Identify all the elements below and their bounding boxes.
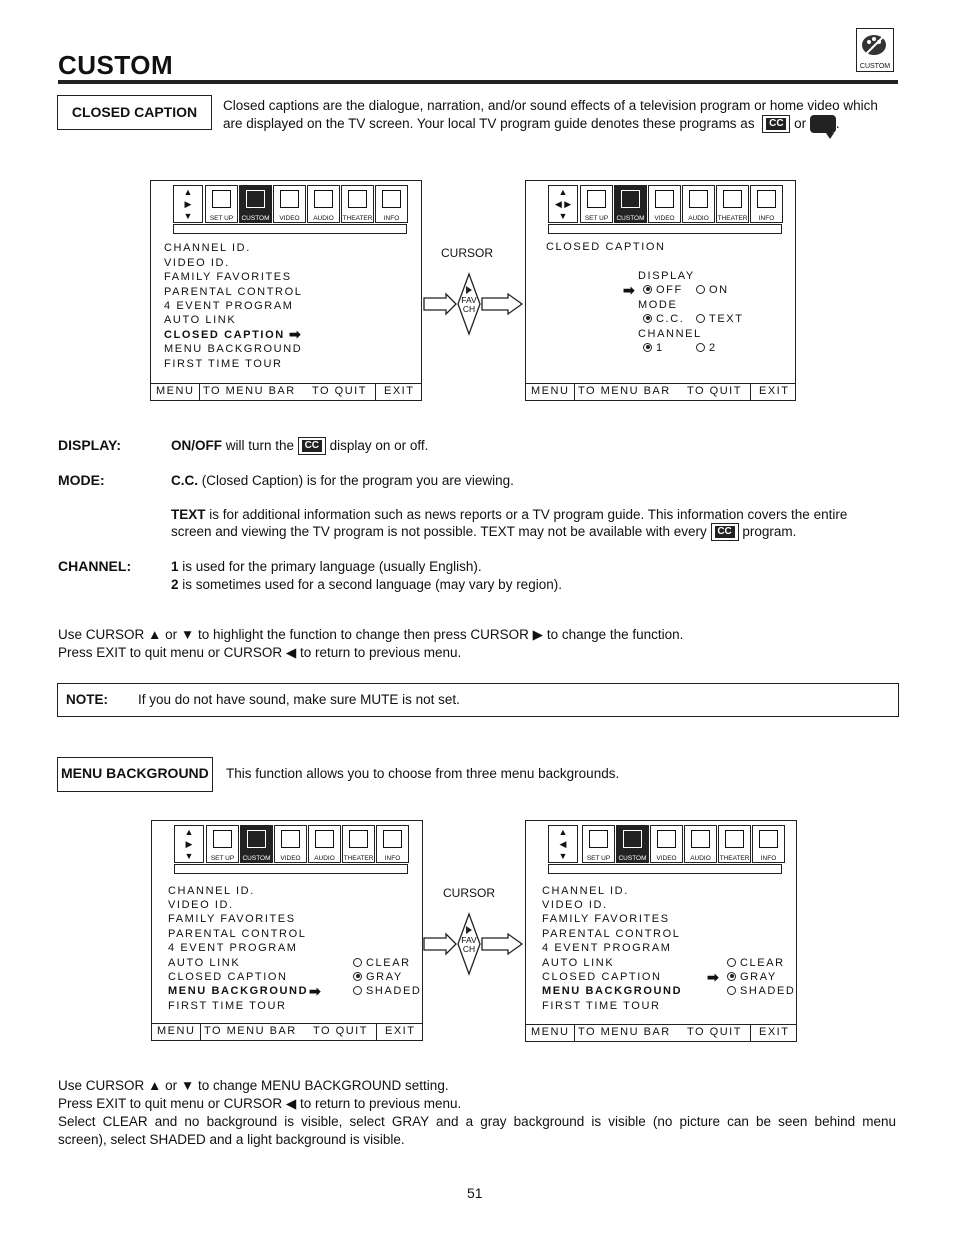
instructions-2 — [58, 1077, 896, 1149]
menu-item-event-program: 4 EVENT PROGRAM — [164, 300, 294, 312]
menu-item-first-time-tour: FIRST TIME TOUR — [164, 358, 283, 370]
audio-icon-label: AUDIO — [690, 855, 711, 862]
display-off-option — [643, 284, 683, 296]
menu-item-closed-caption: CLOSED CAPTION — [164, 329, 285, 341]
intro-line-2-text: are displayed on the TV screen. Your local TV program guide denotes these programs as — [223, 116, 755, 131]
text-line-1: is for additional information such as news reports or a TV program guide. This information covers the entire — [209, 507, 848, 522]
option-gray — [353, 971, 403, 983]
option-clear — [353, 957, 411, 969]
instructions-1 — [58, 626, 683, 662]
setup-icon-label: SET UP — [586, 855, 611, 862]
note-label: NOTE: — [66, 692, 108, 707]
menu-item-first-time-tour: FIRST TIME TOUR — [542, 1000, 661, 1012]
selection-arrow-icon: ➡ — [289, 326, 301, 342]
theater-icon — [716, 185, 749, 223]
footer-to-menu-bar: TO MENU BAR — [203, 385, 296, 397]
display-on-text: ON — [709, 284, 729, 296]
setup-icon — [582, 825, 615, 863]
option-clear — [727, 957, 785, 969]
footer-to-quit: TO QUIT — [312, 385, 367, 397]
option-clear-text: CLEAR — [740, 957, 785, 969]
mode-term: MODE: — [58, 472, 105, 488]
instructions-2-line-3: Select CLEAR and no background is visible, select GRAY and a gray background is visible (no picture can be seen behind menu — [58, 1114, 896, 1129]
video-icon — [650, 825, 683, 863]
radio-empty-icon — [353, 958, 362, 967]
instructions-2-line-1: Use CURSOR ▲ or ▼ to change MENU BACKGROUND setting. — [58, 1078, 449, 1093]
cursor-label: CURSOR — [441, 246, 494, 260]
menu-footer — [151, 383, 421, 400]
ch1-bold: 1 — [171, 559, 179, 574]
setup-icon — [205, 185, 238, 223]
audio-icon — [684, 825, 717, 863]
mode-text-option — [696, 313, 744, 325]
mode-cc-option — [643, 313, 684, 325]
audio-icon-label: AUDIO — [313, 215, 334, 222]
mode-cc-text: C.C. — [656, 313, 685, 325]
mode-label: MODE — [638, 299, 678, 311]
text-def-line-1 — [171, 506, 896, 524]
audio-icon — [307, 185, 340, 223]
setup-icon-label: SET UP — [209, 215, 234, 222]
video-icon-label: VIDEO — [280, 855, 301, 862]
footer-to-quit: TO QUIT — [687, 385, 742, 397]
selection-arrow-icon: ➡ — [707, 969, 719, 985]
mode-definition — [171, 472, 514, 490]
footer-to-menu-bar: TO MENU BAR — [578, 385, 671, 397]
display-term: DISPLAY: — [58, 437, 122, 453]
info-icon-label: INFO — [760, 855, 777, 862]
menu-background-label: MENU BACKGROUND — [57, 757, 213, 792]
cursor-pad-icon: ▲ ◀ ▶ ▼ — [548, 185, 578, 223]
info-icon — [750, 185, 783, 223]
menu-item-family-favorites: FAMILY FAVORITES — [168, 913, 296, 925]
theater-icon-label: THEATER — [342, 215, 373, 222]
menu-footer — [526, 383, 795, 400]
channel-label: CHANNEL — [638, 328, 702, 340]
text-definition — [171, 506, 896, 524]
menu-item-menu-background: MENU BACKGROUND — [168, 985, 309, 997]
radio-selected-icon — [643, 343, 652, 352]
ch2-text: is sometimes used for a second language (may vary by region). — [182, 577, 562, 592]
radio-selected-icon — [643, 285, 652, 294]
channel-2-option — [696, 342, 717, 354]
closed-caption-intro — [223, 97, 903, 133]
menu-item-video-id: VIDEO ID. — [164, 257, 230, 269]
intro-line-2 — [223, 115, 903, 133]
setup-icon — [580, 185, 613, 223]
info-icon-label: INFO — [384, 855, 401, 862]
header-icon-label: CUSTOM — [859, 63, 891, 70]
text-line-2b: program. — [742, 524, 797, 539]
setup-icon — [206, 825, 239, 863]
footer-menu: MENU — [531, 1026, 570, 1038]
instructions-2-line-2: Press EXIT to quit menu or CURSOR ◀ to return to previous menu. — [58, 1096, 462, 1111]
display-bold: ON/OFF — [171, 438, 222, 453]
menu-scrollbar — [548, 864, 782, 874]
radio-empty-icon — [696, 285, 705, 294]
menu-item-event-program: 4 EVENT PROGRAM — [168, 942, 298, 954]
theater-icon — [718, 825, 751, 863]
ch-text: CH — [462, 304, 476, 314]
menu-item-parental-control: PARENTAL CONTROL — [164, 286, 303, 298]
menu-scrollbar — [548, 224, 782, 234]
custom-icon-label: CUSTOM — [618, 855, 647, 862]
option-gray-text: GRAY — [366, 971, 403, 983]
info-icon-label: INFO — [758, 215, 775, 222]
option-shaded — [727, 985, 795, 997]
menu-item-closed-caption: CLOSED CAPTION — [542, 971, 662, 983]
channel-1-option — [643, 342, 664, 354]
channel-term: CHANNEL: — [58, 558, 132, 574]
display-text-1: will turn the — [225, 438, 295, 453]
option-shaded — [353, 985, 421, 997]
intro-period: . — [835, 116, 840, 131]
fav-text: FAV — [461, 935, 477, 945]
instructions-1-line-1: Use CURSOR ▲ or ▼ to highlight the function to change then press CURSOR ▶ to change the function. — [58, 627, 684, 642]
fav-ch-label — [459, 296, 479, 314]
footer-to-quit: TO QUIT — [687, 1026, 742, 1038]
note-box — [57, 683, 899, 717]
text-def-line-2 — [171, 523, 796, 541]
custom-palette-icon — [856, 28, 894, 72]
audio-icon-label: AUDIO — [314, 855, 335, 862]
tv-menu-screen-background-before — [151, 820, 423, 1041]
display-definition — [171, 437, 428, 455]
text-bold: TEXT — [171, 507, 206, 522]
custom-icon — [616, 825, 649, 863]
note-text: If you do not have sound, make sure MUTE is not set. — [138, 692, 460, 707]
menu-item-video-id: VIDEO ID. — [168, 899, 234, 911]
cc-icon — [298, 437, 326, 455]
footer-to-quit: TO QUIT — [313, 1025, 368, 1037]
footer-to-menu-bar: TO MENU BAR — [204, 1025, 297, 1037]
ch-text: CH — [462, 944, 476, 954]
cc-icon-text: CC — [302, 440, 322, 452]
video-icon — [274, 825, 307, 863]
footer-exit: EXIT — [385, 1025, 416, 1037]
menu-item-channel-id: CHANNEL ID. — [168, 885, 255, 897]
theater-icon-label: THEATER — [717, 215, 748, 222]
ch1-text: is used for the primary language (usually English). — [182, 559, 482, 574]
footer-to-menu-bar: TO MENU BAR — [578, 1026, 671, 1038]
menu-item-parental-control: PARENTAL CONTROL — [168, 928, 307, 940]
radio-empty-icon — [696, 314, 705, 323]
option-clear-text: CLEAR — [366, 957, 411, 969]
radio-empty-icon — [727, 986, 736, 995]
menu-item-auto-link: AUTO LINK — [164, 314, 237, 326]
cc-icon — [711, 523, 739, 541]
theater-icon-label: THEATER — [719, 855, 750, 862]
display-text-2: display on or off. — [329, 438, 429, 453]
menu-item-first-time-tour: FIRST TIME TOUR — [168, 1000, 287, 1012]
menu-item-channel-id: CHANNEL ID. — [542, 885, 629, 897]
cursor-label: CURSOR — [443, 886, 496, 900]
theater-icon-label: THEATER — [343, 855, 374, 862]
custom-icon — [239, 185, 272, 223]
radio-empty-icon — [696, 343, 705, 352]
footer-menu: MENU — [531, 385, 570, 397]
video-icon — [648, 185, 681, 223]
display-label: DISPLAY — [638, 270, 695, 282]
audio-icon — [308, 825, 341, 863]
option-gray-text: GRAY — [740, 971, 777, 983]
intro-line-1: Closed captions are the dialogue, narration, and/or sound effects of a television program or home video which — [223, 98, 878, 113]
info-icon — [752, 825, 785, 863]
menu-item-parental-control: PARENTAL CONTROL — [542, 928, 681, 940]
text-line-2a: screen and viewing the TV program is not possible. TEXT may not be available with every — [171, 524, 707, 539]
channel-2-text: 2 — [709, 342, 717, 354]
info-icon — [376, 825, 409, 863]
palette-icon — [857, 29, 893, 59]
menu-item-channel-id: CHANNEL ID. — [164, 242, 251, 254]
custom-icon — [240, 825, 273, 863]
radio-empty-icon — [727, 958, 736, 967]
page-number: 51 — [467, 1185, 483, 1201]
option-shaded-text: SHADED — [740, 985, 796, 997]
audio-icon — [682, 185, 715, 223]
video-icon-label: VIDEO — [279, 215, 300, 222]
menu-background-intro: This function allows you to choose from three menu backgrounds. — [226, 766, 620, 781]
menu-footer — [152, 1023, 422, 1040]
menu-item-event-program: 4 EVENT PROGRAM — [542, 942, 672, 954]
cc-heading: CLOSED CAPTION — [546, 241, 666, 253]
tv-menu-screen-main — [150, 180, 422, 401]
radio-empty-icon — [353, 986, 362, 995]
audio-icon-label: AUDIO — [688, 215, 709, 222]
mode-text-text: TEXT — [709, 313, 744, 325]
or-text: or — [794, 116, 807, 131]
fav-text: FAV — [461, 295, 477, 305]
menu-scrollbar — [173, 224, 407, 234]
option-shaded-text: SHADED — [366, 985, 422, 997]
setup-icon-label: SET UP — [210, 855, 235, 862]
custom-icon — [614, 185, 647, 223]
menu-item-family-favorites: FAMILY FAVORITES — [542, 913, 670, 925]
cursor-pad-icon: ▲ ▶ ▼ — [174, 825, 204, 863]
info-icon — [375, 185, 408, 223]
footer-menu: MENU — [157, 1025, 196, 1037]
caption-balloon-icon — [810, 115, 836, 133]
option-gray — [727, 971, 777, 983]
theater-icon — [342, 825, 375, 863]
cursor-pad-icon: ▲ ▶ ▼ — [173, 185, 203, 223]
video-icon-label: VIDEO — [654, 215, 675, 222]
display-on-option — [696, 284, 729, 296]
menu-item-menu-background: MENU BACKGROUND — [542, 985, 683, 997]
fav-ch-label — [459, 936, 479, 954]
menu-item-family-favorites: FAMILY FAVORITES — [164, 271, 292, 283]
video-icon-label: VIDEO — [656, 855, 677, 862]
info-icon-label: INFO — [383, 215, 400, 222]
cursor-pad-icon: ▲ ◀ ▼ — [548, 825, 578, 863]
theater-icon — [341, 185, 374, 223]
menu-item-auto-link: AUTO LINK — [168, 957, 241, 969]
footer-exit: EXIT — [384, 385, 415, 397]
selection-arrow-icon: ➡ — [623, 282, 635, 298]
cc-icon — [762, 115, 790, 133]
menu-item-closed-caption: CLOSED CAPTION — [168, 971, 288, 983]
tv-menu-screen-closed-caption — [525, 180, 796, 401]
menu-item-auto-link: AUTO LINK — [542, 957, 615, 969]
instructions-2-line-4: screen), select SHADED and a light background is visible. — [58, 1132, 405, 1147]
mode-bold: C.C. — [171, 473, 198, 488]
custom-icon-label: CUSTOM — [616, 215, 645, 222]
radio-selected-icon — [643, 314, 652, 323]
video-icon — [273, 185, 306, 223]
custom-icon-label: CUSTOM — [241, 215, 270, 222]
mode-text: (Closed Caption) is for the program you are viewing. — [201, 473, 514, 488]
title-rule — [58, 80, 898, 84]
radio-selected-icon — [727, 972, 736, 981]
page-title: CUSTOM — [58, 50, 174, 80]
footer-menu: MENU — [156, 385, 195, 397]
ch2-bold: 2 — [171, 577, 179, 592]
channel-definition — [171, 558, 562, 594]
setup-icon-label: SET UP — [584, 215, 609, 222]
menu-item-menu-background: MENU BACKGROUND — [164, 343, 303, 355]
custom-icon-label: CUSTOM — [242, 855, 271, 862]
cc-icon-text: CC — [715, 526, 735, 538]
footer-exit: EXIT — [759, 385, 790, 397]
menu-scrollbar — [174, 864, 408, 874]
radio-selected-icon — [353, 972, 362, 981]
menu-item-video-id: VIDEO ID. — [542, 899, 608, 911]
display-off-text: OFF — [656, 284, 683, 296]
channel-1-text: 1 — [656, 342, 664, 354]
menu-footer — [526, 1024, 796, 1041]
closed-caption-label: CLOSED CAPTION — [57, 95, 212, 130]
cc-icon-text: CC — [766, 118, 786, 130]
selection-arrow-icon: ➡ — [309, 983, 321, 999]
tv-menu-screen-background-after — [525, 820, 797, 1042]
instructions-1-line-2: Press EXIT to quit menu or CURSOR ◀ to return to previous menu. — [58, 645, 462, 660]
footer-exit: EXIT — [759, 1026, 790, 1038]
